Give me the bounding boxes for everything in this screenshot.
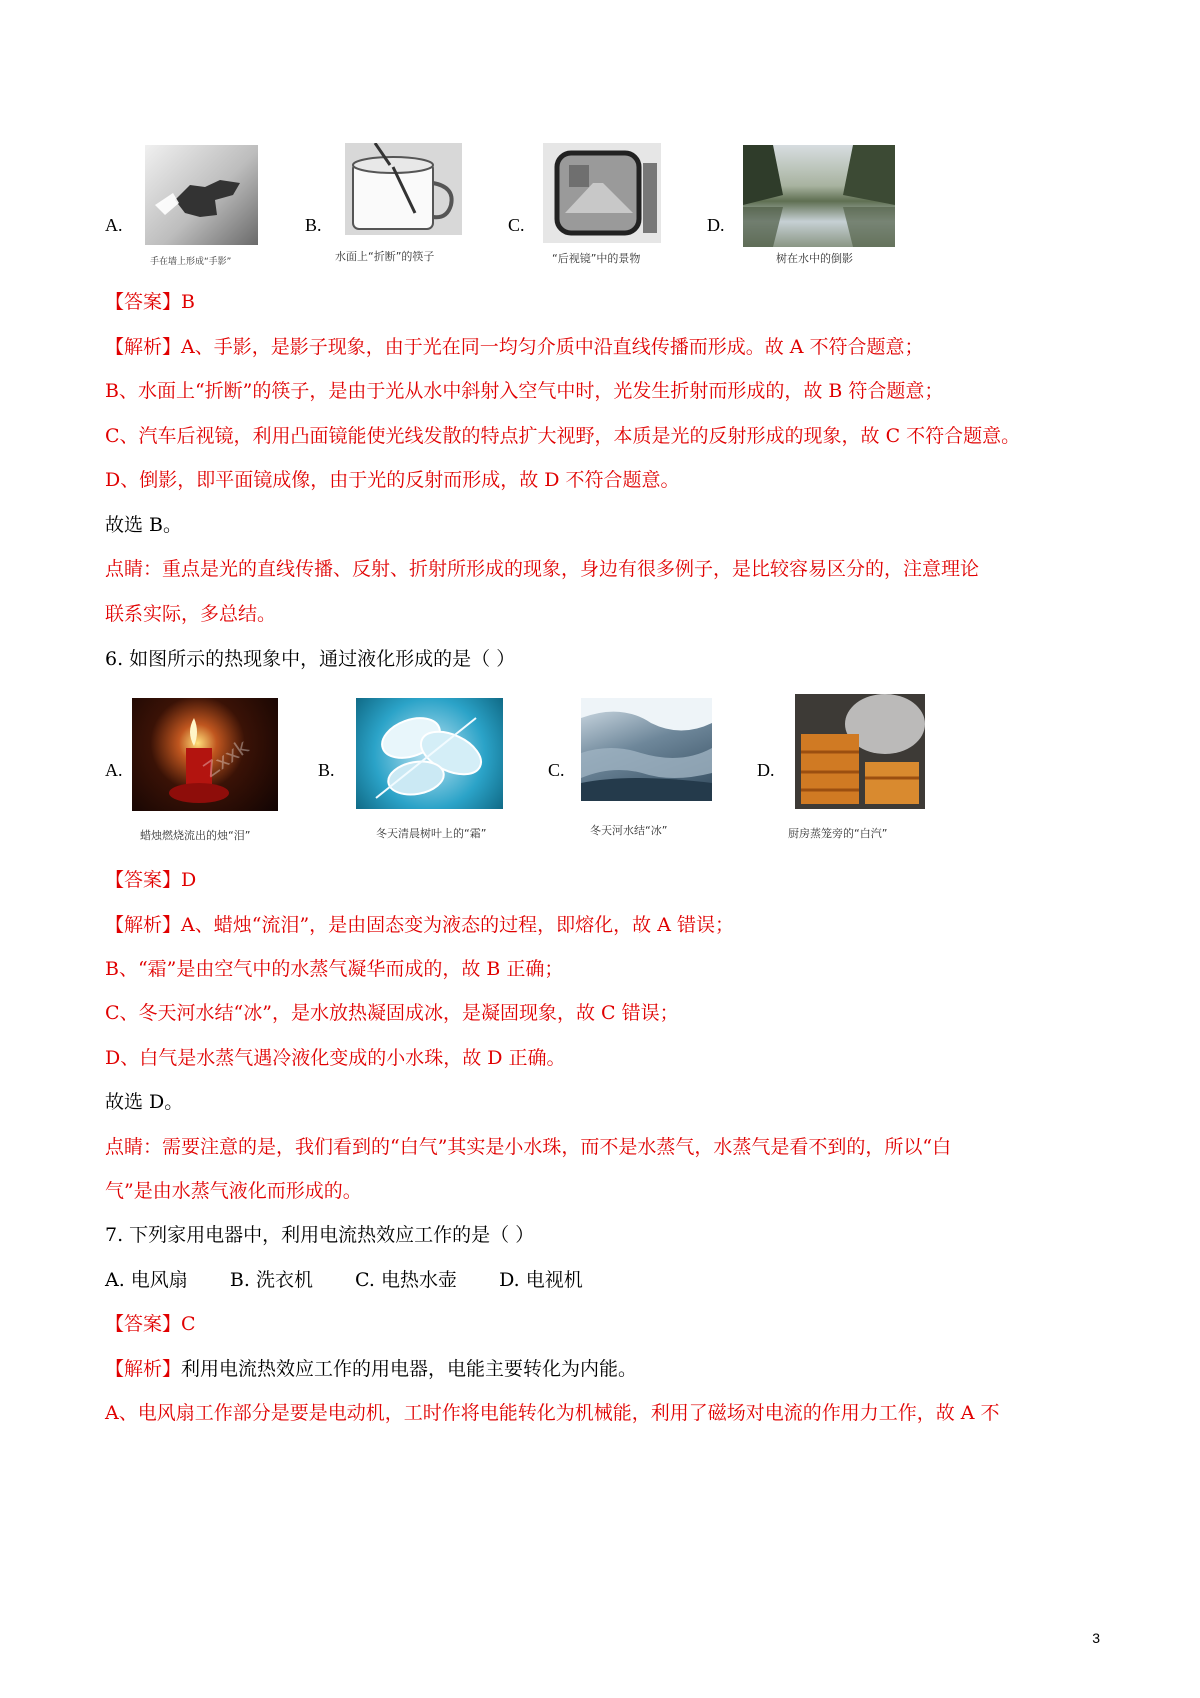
q5-analysis-label: 【解析】: [105, 336, 182, 358]
q7-question: 7. 下列家用电器中，利用电流热效应工作的是（ ）: [105, 1224, 535, 1246]
q6-watermark: Zxxk: [199, 734, 253, 783]
q6-analysis-line-4: D、白气是水蒸气遇冷液化变成的小水珠，故 D 正确。: [105, 1047, 566, 1069]
q5-answer: 【答案】B: [105, 291, 195, 313]
q5-option-b-letter: B.: [305, 215, 322, 235]
q5-option-b-caption: 水面上“折断”的筷子: [335, 250, 435, 263]
q5-option-c-caption: “后视镜”中的景物: [552, 252, 641, 265]
q6-option-d-caption: 厨房蒸笼旁的“白汽”: [788, 827, 888, 840]
q6-option-a-letter: A.: [105, 760, 123, 780]
q5-option-c-letter: C.: [508, 215, 525, 235]
frost-leaf-icon: [356, 698, 503, 809]
q5-analysis-line-3: C、汽车后视镜，利用凸面镜能使光线发散的特点扩大视野，本质是光的反射形成的现象，故 C 不符合题意。: [105, 425, 1021, 447]
q5-option-b-image: [345, 143, 462, 235]
q7-analysis-line-1: [105, 1357, 637, 1381]
hand-shadow-icon: [145, 145, 258, 245]
q6-option-a-caption: 蜡烛燃烧流出的烛“泪”: [140, 829, 251, 842]
q6-answer: 【答案】D: [105, 869, 197, 891]
q5-option-a-caption: 手在墙上形成“手影”: [150, 257, 232, 267]
q6-conclusion: 故选 D。: [105, 1091, 184, 1113]
cup-chopstick-icon: [345, 143, 462, 235]
q6-analysis-line-2: B、“霜”是由空气中的水蒸气凝华而成的，故 B 正确；: [105, 958, 564, 980]
q6-analysis-line-1: [105, 913, 734, 937]
candle-icon: [132, 698, 278, 811]
rearview-mirror-icon: [543, 143, 661, 243]
q7-choice-b: B. 洗衣机: [229, 1269, 313, 1291]
q6-analysis-line-3: C、冬天河水结“冰”，是水放热凝固成冰，是凝固现象，故 C 错误；: [105, 1002, 679, 1024]
ice-river-icon: [581, 698, 712, 801]
q7-analysis-text-1: 利用电流热效应工作的用电器，电能主要转化为内能。: [181, 1358, 638, 1380]
q5-analysis-line-4: D、倒影，即平面镜成像，由于光的反射而形成，故 D 不符合题意。: [105, 469, 680, 491]
q6-option-d-image: [795, 694, 925, 809]
q5-analysis-text-1: A、手影，是影子现象，由于光在同一均匀介质中沿直线传播而形成。故 A 不符合题意；: [181, 336, 924, 358]
q5-analysis-line-2: B、水面上“折断”的筷子，是由于光从水中斜射入空气中时，光发生折射而形成的，故 B 符合题意；: [105, 380, 944, 402]
q6-option-c-image: [581, 698, 712, 801]
q6-tip-line-2: 气”是由水蒸气液化而形成的。: [105, 1180, 362, 1202]
q6-option-b-image: [356, 698, 503, 809]
q7-answer: 【答案】C: [105, 1313, 196, 1335]
q6-analysis-label: 【解析】: [105, 914, 182, 936]
q7-choice-d: D. 电视机: [499, 1269, 583, 1291]
q6-option-b-caption: 冬天清晨树叶上的“霜”: [376, 827, 487, 840]
q6-question: 6. 如图所示的热现象中，通过液化形成的是（ ）: [105, 648, 516, 670]
q6-option-d-letter: D.: [757, 760, 775, 780]
q5-option-c-image: [543, 143, 661, 243]
q6-option-b-letter: B.: [318, 760, 335, 780]
q5-option-d-image: [743, 145, 895, 247]
q5-option-d-letter: D.: [707, 215, 725, 235]
q6-option-c-letter: C.: [548, 760, 565, 780]
q6-tip-line-1: 点睛：需要注意的是，我们看到的“白气”其实是小水珠，而不是水蒸气，水蒸气是看不到的，所以“白: [105, 1136, 952, 1158]
q5-tip-line-1: 点睛：重点是光的直线传播、反射、折射所形成的现象，身边有很多例子，是比较容易区分的，注意理论: [105, 558, 980, 580]
q7-choice-a: A. 电风扇: [105, 1269, 188, 1291]
q5-analysis-line-1: [105, 335, 924, 359]
tree-reflection-icon: [743, 145, 895, 247]
page-number: 3: [1092, 1630, 1100, 1646]
q5-option-a-image: [145, 145, 258, 245]
q6-option-a-image: [132, 698, 278, 811]
q6-option-c-caption: 冬天河水结“冰”: [590, 824, 668, 837]
q7-choice-c: C. 电热水壶: [355, 1269, 457, 1291]
q5-option-a-letter: A.: [105, 215, 123, 235]
q5-conclusion: 故选 B。: [105, 514, 183, 536]
q5-tip-line-2: 联系实际，多总结。: [105, 603, 277, 625]
q7-choices: [105, 1268, 583, 1292]
q7-analysis-label: 【解析】: [105, 1358, 182, 1380]
q6-analysis-text-1: A、蜡烛“流泪”，是由固态变为液态的过程，即熔化，故 A 错误；: [181, 914, 734, 936]
steamer-icon: [795, 694, 925, 809]
q5-option-d-caption: 树在水中的倒影: [776, 252, 853, 265]
q7-analysis-line-2: A、电风扇工作部分是要是电动机，工时作将电能转化为机械能，利用了磁场对电流的作用力工作，故 A 不: [105, 1402, 1000, 1424]
